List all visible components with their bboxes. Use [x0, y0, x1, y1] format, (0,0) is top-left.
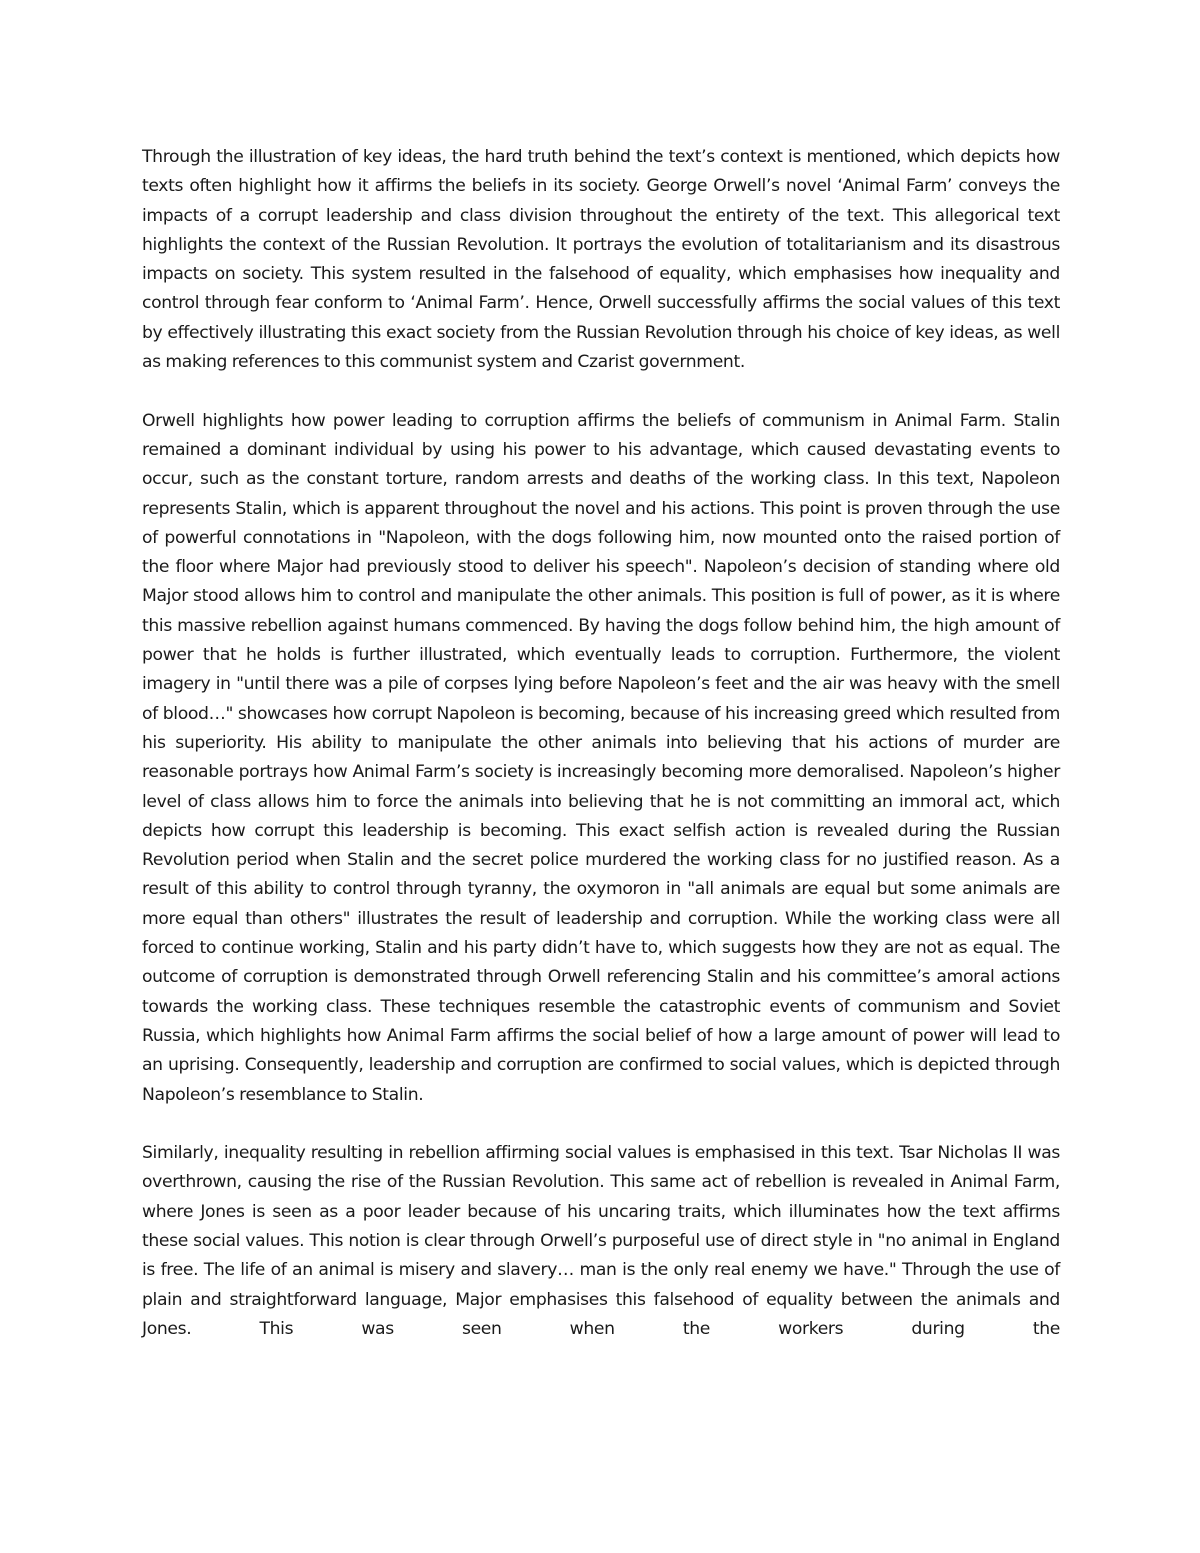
paragraph-introduction: Through the illustration of key ideas, the hard truth behind the text’s context is mentioned, which depicts how texts often highlight how it affirms the beliefs in its society. George Orwell’s novel ‘Animal Farm’ conveys the impacts of a corrupt leadership and class division throughout the entirety of the text. This allegorical text highlights the context of the Russian Revolution. It portrays the evolution of totalitarianism and its disastrous impacts on society. This system resulted in the falsehood of equality, which emphasises how inequality and control through fear conform to ‘Animal Farm’. Hence, Orwell successfully affirms the social values of this text by effectively illustrating this exact society from the Russian Revolution through his choice of key ideas, as well as making references to this communist system and Czarist government. — [142, 147, 1060, 373]
paragraph-power-corruption: Orwell highlights how power leading to corruption affirms the beliefs of communism in Animal Farm. Stalin remained a dominant individual by using his power to his advantage, which caused devastating events to occur, such as the constant torture, random arrests and deaths of the working class. In this text, Napoleon represents Stalin, which is apparent throughout the novel and his actions. This point is proven through the use of powerful connotations in "Napoleon, with the dogs following him, now mounted onto the raised portion of the floor where Major had previously stood to deliver his speech". Napoleon’s decision of standing where old Major stood allows him to control and manipulate the other animals. This position is full of power, as it is where this massive rebellion against humans commenced. By having the dogs follow behind him, the high amount of power that he holds is further illustrated, which eventually leads to corruption. Furthermore, the violent imagery in "until there was a pile of corpses lying before Napoleon’s feet and the air was heavy with the smell of blood…" showcases how corrupt Napoleon is becoming, because of his increasing greed which resulted from his superiority. His ability to manipulate the other animals into believing that his actions of murder are reasonable portrays how Animal Farm’s society is increasingly becoming more demoralised. Napoleon’s higher level of class allows him to force the animals into believing that he is not committing an immoral act, which depicts how corrupt this leadership is becoming. This exact selfish action is revealed during the Russian Revolution period when Stalin and the secret police murdered the working class for no justified reason. As a result of this ability to control through tyranny, the oxymoron in "all animals are equal but some animals are more equal than others" illustrates the result of leadership and corruption. While the working class were all forced to continue working, Stalin and his party didn’t have to, which suggests how they are not as equal. The outcome of corruption is demonstrated through Orwell referencing Stalin and his committee’s amoral actions towards the working class. These techniques resemble the catastrophic events of communism and Soviet Russia, which highlights how Animal Farm affirms the social belief of how a large amount of power will lead to an uprising. Consequently, leadership and corruption are confirmed to social values, which is depicted through Napoleon’s resemblance to Stalin. — [142, 410, 1060, 1105]
essay-body — [142, 143, 1060, 1373]
paragraph-inequality-rebellion: Similarly, inequality resulting in rebellion affirming social values is emphasised in this text. Tsar Nicholas II was overthrown, causing the rise of the Russian Revolution. This same act of rebellion is revealed in Animal Farm, where Jones is seen as a poor leader because of his uncaring traits, which illuminates how the text affirms these social values. This notion is clear through Orwell’s purposeful use of direct style in "no animal in England is free. The life of an animal is misery and slavery… man is the only real enemy we have." Through the use of plain and straightforward language, Major emphasises this falsehood of equality between the animals and Jones. This was seen when the workers during the — [142, 1143, 1060, 1339]
